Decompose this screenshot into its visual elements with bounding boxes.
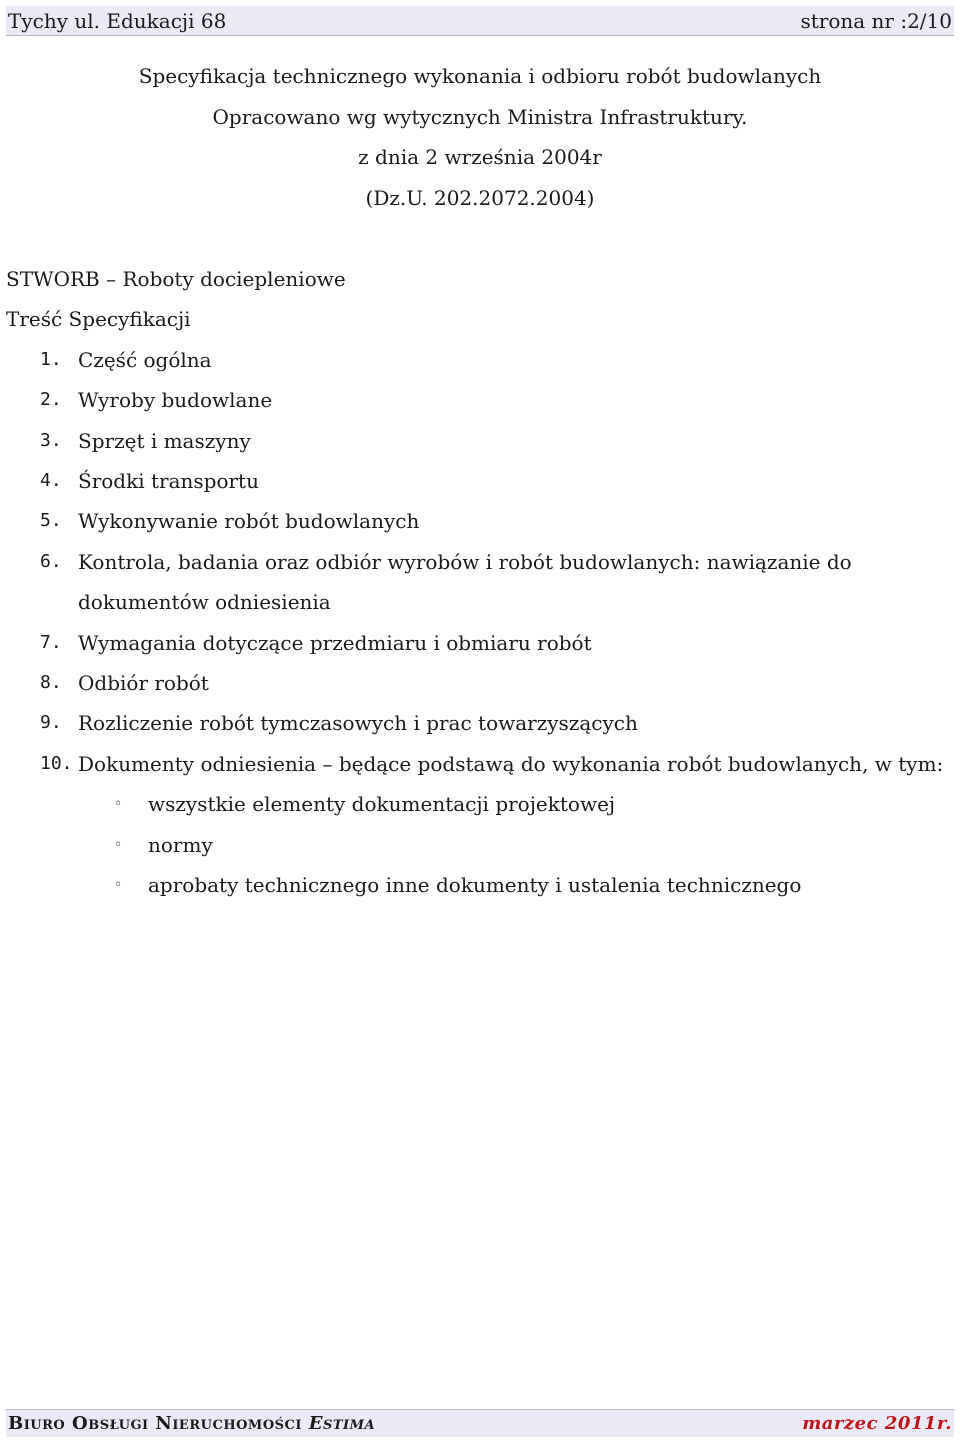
sub-list-item bbox=[6, 825, 951, 865]
list-item bbox=[6, 461, 951, 501]
sub-list-item bbox=[6, 784, 951, 824]
item-number: 1. bbox=[40, 348, 62, 370]
hollow-bullet-icon: ◦ bbox=[114, 796, 123, 813]
item-text: Dokumenty odniesienia – będące podstawą do wykonania robót budowlanych, w tym: bbox=[78, 751, 944, 776]
sub-list-item bbox=[6, 865, 951, 905]
list-item bbox=[6, 340, 951, 380]
sub-item-text: normy bbox=[148, 832, 213, 857]
header-page-number: strona nr :2/10 bbox=[800, 8, 952, 33]
item-number: 9. bbox=[40, 712, 62, 734]
item-text: Sprzęt i maszyny bbox=[78, 428, 251, 453]
item-number: 6. bbox=[40, 550, 62, 572]
hollow-bullet-icon: ◦ bbox=[114, 836, 123, 853]
list-item bbox=[6, 744, 951, 784]
sub-item-text: aprobaty technicznego inne dokumenty i ustalenia technicznego bbox=[148, 873, 802, 898]
sub-item-text: wszystkie elementy dokumentacji projektowej bbox=[148, 792, 616, 817]
item-number: 5. bbox=[40, 510, 62, 532]
list-item bbox=[6, 380, 951, 420]
list-item bbox=[6, 703, 951, 743]
section-title: STWORB – Roboty dociepleniowe bbox=[6, 267, 346, 291]
title-line-2: Opracowano wg wytycznych Ministra Infrastruktury. bbox=[212, 104, 748, 129]
footer-company bbox=[8, 1413, 375, 1434]
item-text: Odbiór robót bbox=[78, 671, 209, 696]
page-footer bbox=[6, 1409, 954, 1437]
item-text: Wyroby budowlane bbox=[78, 388, 273, 413]
list-item bbox=[6, 501, 951, 541]
list-item bbox=[6, 623, 951, 663]
footer-firm-name: Biuro Obsługi Nieruchomości bbox=[8, 1413, 302, 1434]
list-item bbox=[6, 663, 951, 703]
item-text: Część ogólna bbox=[78, 347, 212, 372]
list-item bbox=[6, 542, 951, 623]
item-number: 3. bbox=[40, 429, 62, 451]
item-number: 7. bbox=[40, 631, 62, 653]
page-header bbox=[6, 6, 954, 36]
title-line-1: Specyfikacja technicznego wykonania i odbioru robót budowlanych bbox=[138, 64, 822, 88]
item-text: Wymagania dotyczące przedmiaru i obmiaru robót bbox=[78, 630, 592, 655]
header-address: Tychy ul. Edukacji 68 bbox=[8, 8, 227, 33]
list-item bbox=[6, 421, 951, 461]
item-text: Środki transportu bbox=[78, 469, 259, 494]
item-text: Wykonywanie robót budowlanych bbox=[78, 509, 420, 534]
item-text: Kontrola, badania oraz odbiór wyrobów i robót budowlanych: nawiązanie do dokumentów odniesienia bbox=[78, 549, 852, 615]
item-number: 8. bbox=[40, 672, 62, 694]
item-number: 4. bbox=[40, 470, 62, 492]
item-number: 10. bbox=[40, 752, 73, 774]
item-text: Rozliczenie robót tymczasowych i prac towarzyszących bbox=[78, 711, 638, 736]
footer-date: marzec 2011r. bbox=[802, 1413, 952, 1434]
footer-brand-name: Estima bbox=[308, 1413, 376, 1434]
item-number: 2. bbox=[40, 389, 62, 411]
main-content bbox=[6, 259, 951, 905]
document-title-block bbox=[0, 58, 960, 220]
sub-list bbox=[6, 784, 951, 905]
toc-list bbox=[6, 340, 951, 784]
toc-heading: Treść Specyfikacji bbox=[6, 307, 191, 332]
hollow-bullet-icon: ◦ bbox=[114, 877, 123, 894]
title-line-3: z dnia 2 września 2004r bbox=[358, 145, 602, 169]
title-line-4: (Dz.U. 202.2072.2004) bbox=[365, 185, 595, 210]
